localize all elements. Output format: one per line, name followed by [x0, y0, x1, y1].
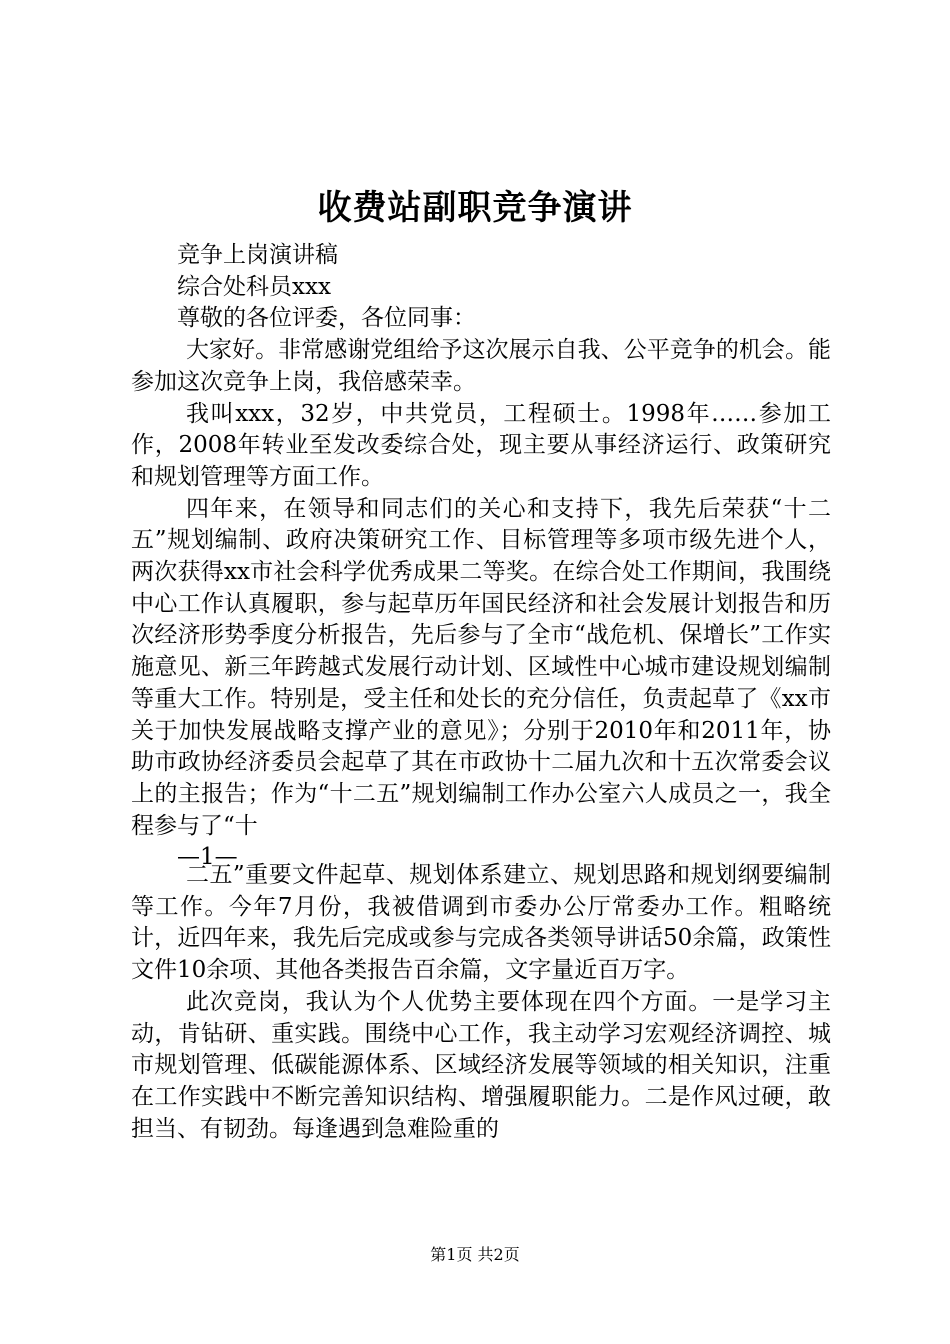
paragraph-self-introduction: 我叫xxx，32岁，中共党员，工程硕士。1998年……参加工作，2008年转业至发改委综合处，现主要从事经济运行、政策研究和规划管理等方面工作。 — [131, 400, 831, 490]
paragraph-salutation: 尊敬的各位评委，各位同事： — [177, 305, 476, 332]
paragraph-author-line: 综合处科员xxx — [177, 273, 331, 300]
document-title: 收费站副职竞争演讲 — [317, 188, 633, 228]
paragraph-achievements: 四年来，在领导和同志们的关心和支持下，我先后荣获“十二五”规划编制、政府决策研究工作、目标管理等多项市级先进个人，两次获得xx市社会科学优秀成果二等奖。在综合处工作期间，我围绕中心工作认真履职，参与起草历年国民经济和社会发展计划报告和历次经济形势季度分析报告，先后参与了全市“战危机、保增长”工作实施意见、新三年跨越式发展行动计划、区域性中心城市建设规划编制等重大工作。特别是，受主任和处长的充分信任，负责起草了《xx市关于加快发展战略支撑产业的意见》；分别于2010年和2011年，协助市政协经济委员会起草了其在市政协十二届九次和十五次常委会议上的主报告；作为“十二五”规划编制工作办公室六人成员之一，我全程参与了“十 — [131, 495, 831, 839]
document-body-part-1 — [131, 240, 831, 874]
paragraph-advantages: 此次竞岗，我认为个人优势主要体现在四个方面。一是学习主动，肯钻研、重实践。围绕中心工作，我主动学习宏观经济调控、城市规划管理、低碳能源体系、区域经济发展等领域的相关知识，注重在工作实践中不断完善知识结构、增强履职能力。二是作风过硬，敢担当、有韧劲。每逢遇到急难险重的 — [131, 988, 831, 1142]
page-number-marker: —1— — [177, 844, 238, 871]
paragraph-greeting: 大家好。非常感谢党组给予这次展示自我、公平竞争的机会。能参加这次竞争上岗，我倍感荣幸。 — [131, 337, 831, 395]
paragraph-continuation: 二五”重要文件起草、规划体系建立、规划思路和规划纲要编制等工作。今年7月份，我被借调到市委办公厅常委办工作。粗略统计，近四年来，我先后完成或参与完成各类领导讲话50余篇，政策性文件10余项、其他各类报告百余篇，文字量近百万字。 — [131, 862, 831, 984]
document-body-part-2 — [131, 860, 831, 1145]
page-footer: 第1页 共2页 — [430, 1245, 520, 1264]
paragraph-heading-line: 竞争上岗演讲稿 — [177, 242, 338, 268]
